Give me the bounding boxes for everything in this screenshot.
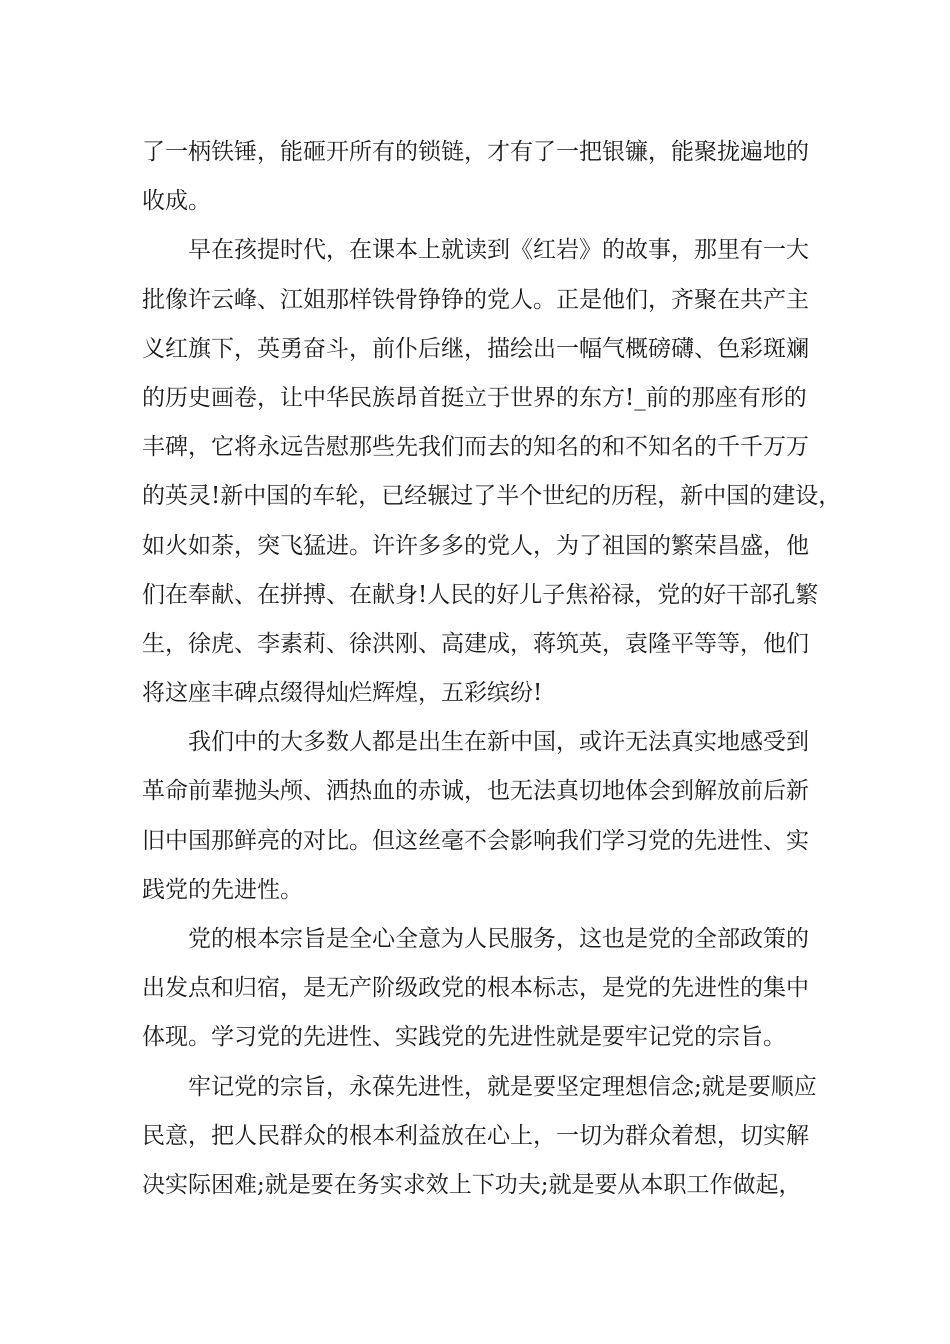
text-line: 的英灵!新中国的车轮，已经辗过了半个世纪的历程，新中国的建设， <box>142 483 842 510</box>
paragraph <box>142 128 822 226</box>
document-body <box>142 128 842 1210</box>
text-line: 革命前辈抛头颅、洒热血的赤诚，也无法真切地体会到解放前后新 <box>142 778 809 805</box>
paragraph <box>142 915 822 1063</box>
text-line: 民意，把人民群众的根本利益放在心上，一切为群众着想，切实解 <box>142 1122 809 1149</box>
text-line: 早在孩提时代，在课本上就读到《红岩》的故事，那里有一大 <box>188 237 809 264</box>
paragraph <box>142 226 842 718</box>
text-line: 收成。 <box>142 188 211 215</box>
text-line: 批像许云峰、江姐那样铁骨铮铮的党人。正是他们，齐聚在共产主 <box>142 286 809 313</box>
text-line: 丰碑，它将永远告慰那些先我们而去的知名的和不知名的千千万万 <box>142 434 809 461</box>
text-line: 践党的先进性。 <box>142 876 303 903</box>
text-line: 牢记党的宗旨，永葆先进性，就是要坚定理想信念;就是要顺应 <box>188 1073 817 1100</box>
text-line: 生，徐虎、李素莉、徐洪刚、高建成，蒋筑英，袁隆平等等，他们 <box>142 630 809 657</box>
text-line: 们在奉献、在拼搏、在献身!人民的好儿子焦裕禄，党的好干部孔繁 <box>142 581 819 608</box>
text-line: 如火如荼，突飞猛进。许许多多的党人，为了祖国的繁荣昌盛，他 <box>142 532 809 559</box>
paragraph <box>142 1063 822 1211</box>
text-line: 党的根本宗旨是全心全意为人民服务，这也是党的全部政策的 <box>188 926 809 952</box>
text-line: 决实际困难;就是要在务实求效上下功夫;就是要从本职工作做起， <box>142 1171 802 1198</box>
text-line: 义红旗下，英勇奋斗，前仆后继，描绘出一幅气概磅礴、色彩斑斓 <box>142 335 809 362</box>
text-line: 体现。学习党的先进性、实践党的先进性就是要牢记党的宗旨。 <box>142 1024 786 1051</box>
text-line: 旧中国那鲜亮的对比。但这丝毫不会影响我们学习党的先进性、实 <box>142 827 809 854</box>
text-line: 将这座丰碑点缀得灿烂辉煌，五彩缤纷! <box>142 680 543 707</box>
text-line: 我们中的大多数人都是出生在新中国，或许无法真实地感受到 <box>188 729 809 756</box>
text-line: 出发点和归宿，是无产阶级政党的根本标志，是党的先进性的集中 <box>142 975 809 1002</box>
text-line: 的历史画卷，让中华民族昂首挺立于世界的东方!_前的那座有形的 <box>142 384 807 411</box>
paragraph <box>142 718 822 915</box>
text-line: 了一柄铁锤，能砸开所有的锁链，才有了一把银镰，能聚拢遍地的 <box>142 139 809 165</box>
